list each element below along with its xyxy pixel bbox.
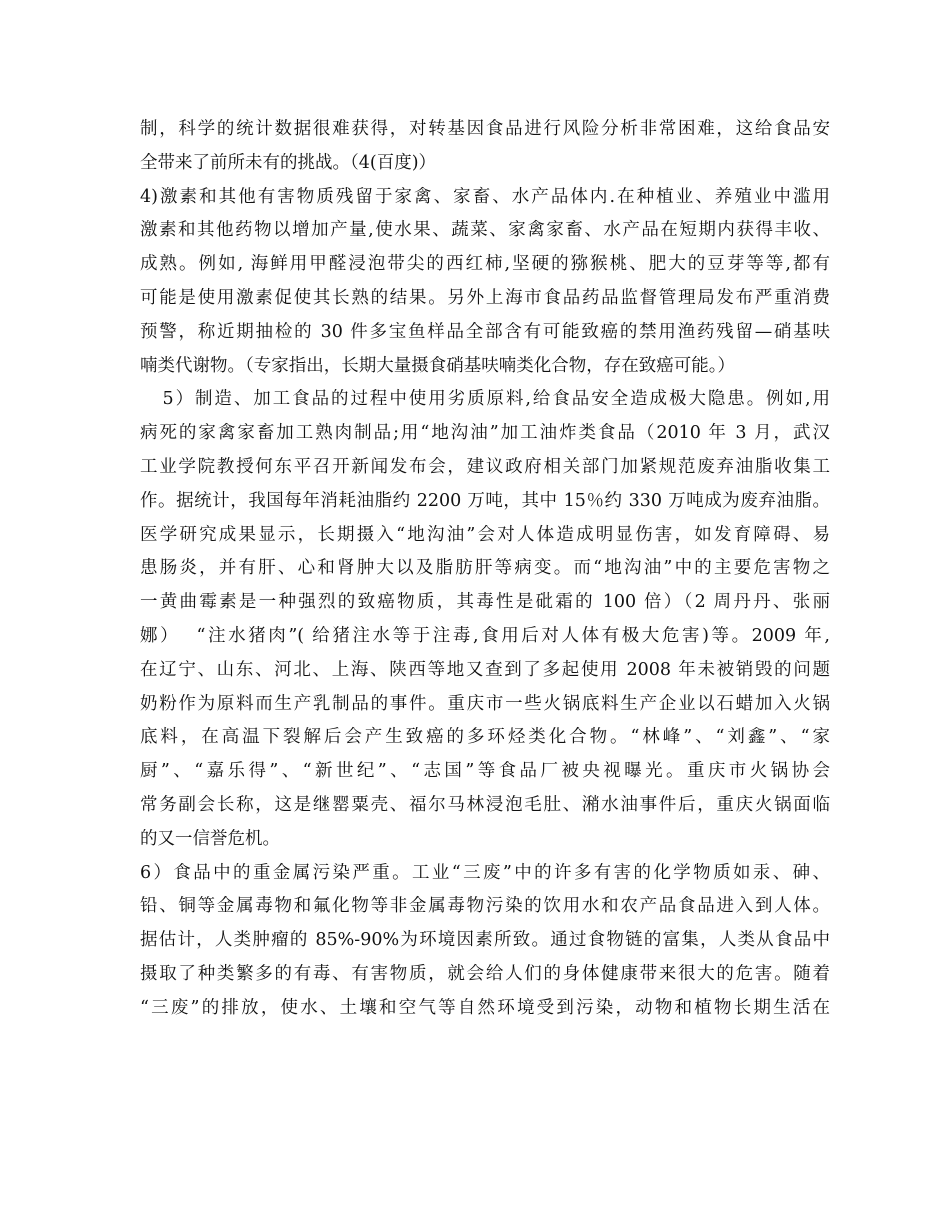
text-line: 预警，称近期抽检的 30 件多宝鱼样品全部含有可能致癌的禁用渔药残留—硝基呋 [140,321,830,342]
text-line: 患肠炎，并有肝、心和肾肿大以及脂肪肝等病变。而“地沟油”中的主要危害物之 [140,558,830,579]
body-text [140,113,830,1026]
text-line: 工业学院教授何东平召开新闻发布会，建议政府相关部门加紧规范废弃油脂收集工 [140,456,830,477]
text-line: 铅、铜等金属毒物和氟化物等非金属毒物污染的饮用水和农产品食品进入到人体。 [140,896,830,917]
text-line: 作。据统计，我国每年消耗油脂约 2200 万吨，其中 15％约 330 万吨成为废弃油脂。 [140,490,830,511]
text-line: 病死的家禽家畜加工熟肉制品;用“地沟油”加工油炸类食品（2010 年 3 月，武汉 [140,423,830,444]
text-line: 的又一信誉危机。 [140,828,280,849]
text-line: “三废”的排放，使水、土壤和空气等自然环境受到污染，动物和植物长期生活在 [140,997,830,1018]
text-line: 5）制造、加工食品的过程中使用劣质原料,给食品安全造成极大隐患。例如,用 [140,389,830,410]
text-line: 激素和其他药物以增加产量,使水果、蔬菜、家禽家畜、水产品在短期内获得丰收、 [140,220,830,241]
text-line: 常务副会长称，这是继罂粟壳、福尔马林浸泡毛肚、潲水油事件后，重庆火锅面临 [140,794,830,815]
text-line: 据估计，人类肿瘤的 85%-90%为环境因素所致。通过食物链的富集，人类从食品中 [140,930,830,951]
text-line: 底料，在高温下裂解后会产生致癌的多环烃类化合物。“林峰”、“刘鑫”、“家 [140,727,830,748]
text-line: 一黄曲霉素是一种强烈的致癌物质，其毒性是砒霜的 100 倍）（2 周丹丹、张丽 [140,592,830,613]
text-line: 4)激素和其他有害物质残留于家禽、家畜、水产品体内.在种植业、养殖业中滥用 [140,186,830,207]
text-line: 全带来了前所未有的挑战。（4(百度)） [140,152,437,173]
text-line: 喃类代谢物。（专家指出，长期大量摄食硝基呋喃类化合物，存在致癌可能。） [140,355,735,376]
text-line: 制，科学的统计数据很难获得，对转基因食品进行风险分析非常困难，这给食品安 [140,119,830,139]
text-line: 奶粉作为原料而生产乳制品的事件。重庆市一些火锅底料生产企业以石蜡加入火锅 [140,693,830,714]
text-line: 6）食品中的重金属污染严重。工业“三废”中的许多有害的化学物质如汞、砷、 [140,862,830,883]
text-line: 医学研究成果显示，长期摄入“地沟油”会对人体造成明显伤害，如发育障碍、易 [140,524,830,545]
text-line: 摄取了种类繁多的有毒、有害物质，就会给人们的身体健康带来很大的危害。随着 [140,963,830,984]
text-line: 成熟。例如, 海鲜用甲醛浸泡带尖的西红柿,坚硬的猕猴桃、肥大的豆芽等等,都有 [140,254,830,275]
text-line: 娜） “注水猪肉”( 给猪注水等于注毒,食用后对人体有极大危害)等。2009 年, [140,625,830,646]
text-line: 在辽宁、山东、河北、上海、陕西等地又查到了多起使用 2008 年未被销毁的问题 [140,659,830,680]
text-line: 可能是使用激素促使其长熟的结果。另外上海市食品药品监督管理局发布严重消费 [140,287,830,308]
text-line: 厨”、“嘉乐得”、“新世纪”、“志国”等食品厂被央视曝光。重庆市火锅协会 [140,761,830,782]
